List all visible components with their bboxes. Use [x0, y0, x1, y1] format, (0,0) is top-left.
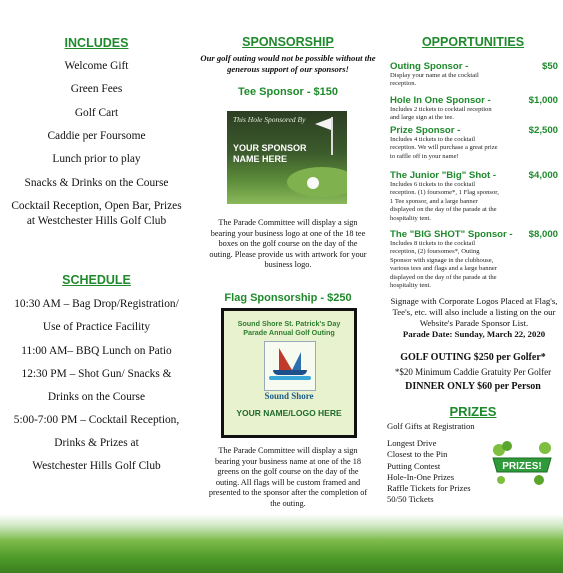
prize-list [387, 421, 487, 505]
tee-sponsor-description: The Parade Committee will display a sign bearing your business logo at one of the 18 tee boxes on the golf course on the day of the outing. Please provide us with artwork for your business logo. [209, 218, 367, 270]
grass-footer [0, 514, 563, 573]
parade-date: Parade Date: Sunday, March 22, 2020 [402, 329, 546, 339]
includes-item: Lunch prior to play [52, 153, 141, 165]
prizes-badge-icon [487, 438, 557, 488]
includes-item: Snacks & Drinks on the Course [24, 177, 169, 189]
includes-item: Golf Cart [74, 107, 119, 119]
tee-sponsor-title: Tee Sponsor - $150 [237, 86, 339, 98]
includes-item: Green Fees [70, 83, 123, 95]
prize-item: Golf Gifts at Registration [387, 421, 475, 431]
opportunity-item [390, 125, 560, 161]
water-shape [269, 376, 311, 380]
clover-shape [497, 476, 505, 484]
opportunity-item [390, 61, 560, 89]
prize-item: Raffle Tickets for Prizes [387, 483, 471, 494]
flag-sponsor-description: The Parade Committee will display a sign bearing your business name at one of the 18 greens on the golf course on the day of the outing. All flags will be custom framed and presented to the sponsor after the completion of the outing. [208, 446, 368, 508]
sponsorship-intro: Our golf outing would not be possible without the generous support of our sponsors! [200, 53, 376, 74]
opportunity-price: $4,000 [528, 170, 558, 181]
includes-item: Welcome Gift [64, 60, 129, 72]
opportunity-desc: Includes 6 tickets to the cocktail reception. (1) foursome*, 1 Flag sponsor, 1 Tee sponsor, and a large banner displayed on the day of the parade at the hospitality tent. [390, 181, 499, 222]
schedule-line: 5:00-7:00 PM – Cocktail Reception, [13, 414, 180, 426]
golf-outing-price: GOLF OUTING $250 per Golfer* [400, 352, 546, 363]
clover-shape [539, 442, 551, 454]
schedule-line: Use of Practice Facility [42, 321, 151, 333]
opportunity-price: $8,000 [528, 229, 558, 240]
tee-sign-hole-text: This Hole Sponsored By [233, 115, 306, 124]
includes-item: at Westchester Hills Golf Club [26, 215, 167, 227]
opportunity-name: The "BIG SHOT" Sponsor - [390, 229, 513, 240]
opportunity-price: $2,500 [528, 125, 558, 136]
flag-icon [315, 118, 331, 130]
prize-item: Closest to the Pin [387, 449, 448, 460]
signage-note [386, 296, 562, 340]
opportunity-item [390, 229, 560, 290]
clover-shape [534, 475, 544, 485]
opportunity-item [390, 95, 560, 123]
badge-text: PRIZES! [502, 461, 542, 472]
hull-shape [273, 370, 307, 375]
flag-sponsor-title: Flag Sponsorship - $250 [224, 292, 352, 304]
schedule-line: 12:30 PM – Shot Gun/ Snacks & [21, 368, 172, 380]
flag-sign-title [224, 319, 354, 337]
includes-item: Caddie per Foursome [47, 130, 146, 142]
dinner-price: DINNER ONLY $60 per Person [405, 381, 541, 392]
opportunity-item [390, 170, 560, 223]
prize-item: Putting Contest [387, 460, 441, 471]
tee-sign-line: YOUR SPONSOR [233, 143, 307, 153]
sail-shape [292, 352, 301, 370]
schedule-line: 10:30 AM – Bag Drop/Registration/ [14, 298, 179, 310]
signage-text: Signage with Corporate Logos Placed at Flag's, Tee's, etc. will also include a listing on the our Website's Parade Sponsor List. [390, 296, 558, 328]
flag-title-line: Parade Annual Golf Outing [243, 328, 335, 337]
sail-shape [279, 348, 292, 370]
sponsorship-heading: SPONSORSHIP [242, 35, 334, 49]
includes-item: Cocktail Reception, Open Bar, Prizes [11, 200, 182, 212]
prize-item: 50/50 Tickets [387, 494, 434, 505]
clover-shape [502, 441, 512, 451]
flag-sign-image [221, 308, 357, 438]
sailboat-logo-icon [264, 341, 316, 391]
flag-your-logo-text: YOUR NAME/LOGO HERE [236, 408, 342, 418]
opportunity-desc: Includes 4 tickets to the cocktail reception. We will purchase a great prize to raffle off in your name! [390, 136, 498, 160]
opportunity-name: The Junior "Big" Shot - [390, 170, 497, 181]
opportunity-desc: Includes 8 tickets to the cocktail reception, (2) foursomes*, Outing Sponsor with signage in the clubhouse, various tees and flags and a large banner displayed on the day of the parade at the hospitality tent. [390, 240, 497, 290]
golf-ball-icon [307, 177, 319, 189]
schedule-line: Drinks on the Course [47, 391, 146, 403]
opportunity-price: $1,000 [528, 95, 558, 106]
schedule-line: Drinks & Prizes at [54, 437, 139, 449]
opportunity-price: $50 [541, 61, 558, 72]
opportunity-name: Hole In One Sponsor - [390, 95, 491, 106]
prize-item: Hole-In-One Prizes [387, 471, 455, 482]
opportunity-desc: Display your name at the cocktail reception. [390, 72, 479, 88]
flag-org-name: Sound Shore [264, 391, 314, 401]
schedule-line: Westchester Hills Golf Club [32, 460, 161, 472]
flagpole-shape [331, 117, 333, 155]
tee-sign-image [227, 111, 347, 204]
opportunities-heading: OPPORTUNITIES [421, 35, 525, 49]
prize-item: Longest Drive [387, 438, 437, 449]
includes-heading: INCLUDES [64, 36, 129, 50]
tee-sign-text [233, 143, 313, 165]
opportunity-name: Prize Sponsor - [390, 125, 461, 136]
prizes-heading: PRIZES [449, 404, 497, 419]
flag-title-line: Sound Shore St. Patrick's Day [237, 319, 341, 328]
caddie-gratuity: *$20 Minimum Caddie Gratuity Per Golfer [394, 367, 552, 377]
opportunity-desc: Includes 2 tickets to cocktail reception and large sign at the tee. [390, 106, 492, 122]
opportunity-name: Outing Sponsor - [390, 61, 469, 72]
schedule-heading: SCHEDULE [62, 273, 131, 287]
tee-sign-line: NAME HERE [233, 154, 288, 164]
schedule-line: 11:00 AM– BBQ Lunch on Patio [21, 345, 172, 357]
